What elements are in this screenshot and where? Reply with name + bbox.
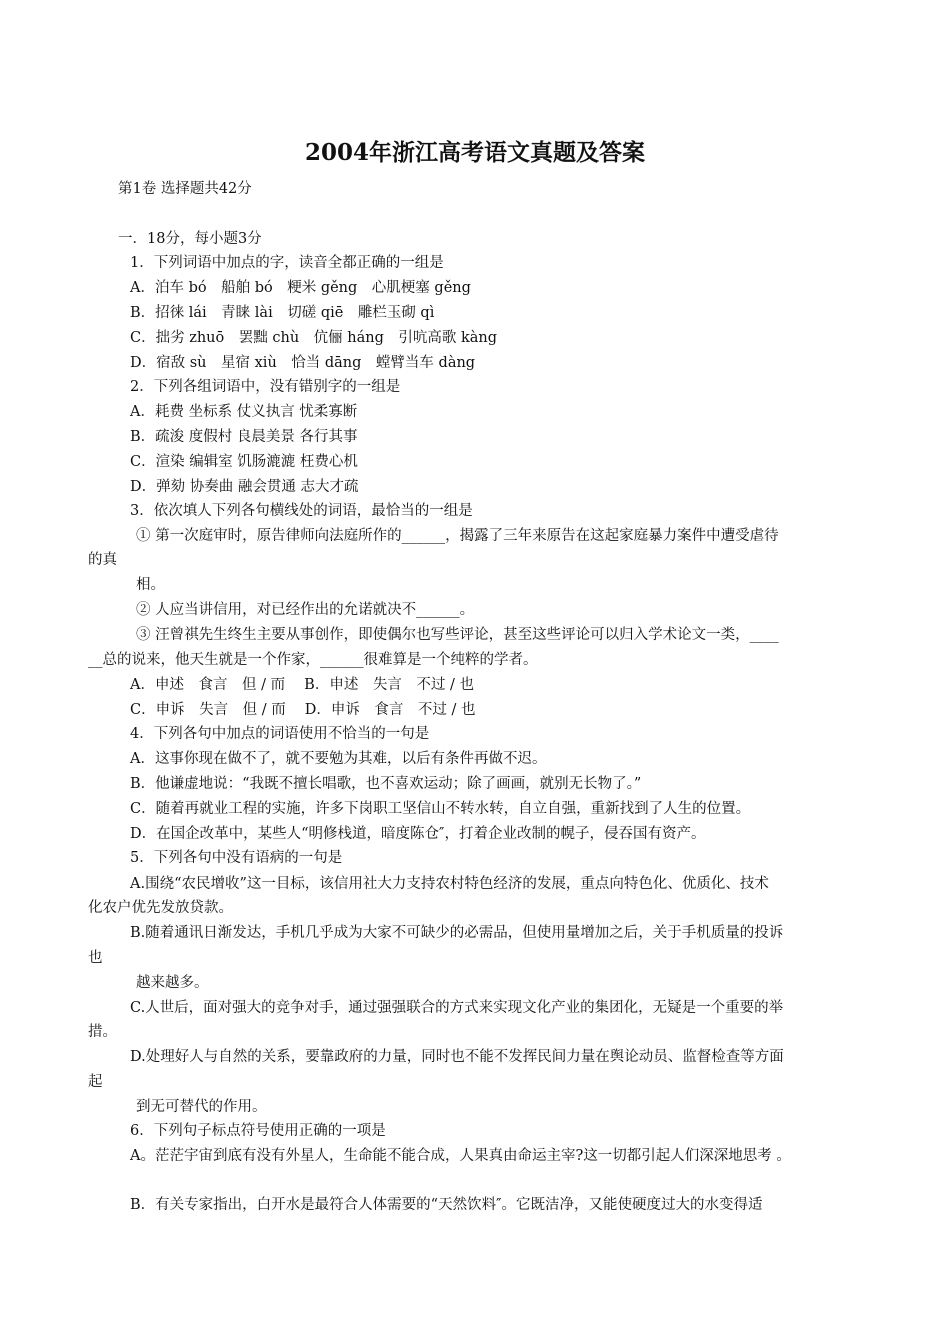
- question-3-sentence-3: ③ 汪曾祺先生终生主要从事创作，即使偶尔也写些评论，甚至这些评论可以归入学术论文一类，____: [136, 627, 779, 643]
- question-4-stem: 4．下列各句中加点的词语使用不恰当的一句是: [130, 726, 430, 742]
- question-3-sentence-1-cont: 的真: [88, 552, 117, 568]
- question-5-option-d: D.处理好人与自然的关系，要靠政府的力量，同时也不能不发挥民间力量在舆论动员、监督检查等方面: [130, 1049, 784, 1065]
- question-5-option-c: C.人世后，面对强大的竞争对手，通过强强联合的方式来实现文化产业的集团化，无疑是一个重要的举: [130, 1000, 784, 1016]
- question-5-option-a-cont: 化农户优先发放贷款。: [88, 900, 233, 916]
- question-1-option-b: B．招徕 lái 青睐 lài 切磋 qiē 雕栏玉砌 qì: [130, 305, 435, 321]
- question-5-option-b: B.随着通讯日渐发达，手机几乎成为大家不可缺少的必需品，但使用量增加之后，关于手机质量的投诉: [130, 925, 784, 941]
- exam-part-heading: 第1卷 选择题共42分: [118, 181, 252, 197]
- question-6-stem: 6．下列句子标点符号使用正确的一项是: [130, 1123, 386, 1139]
- question-1-stem: 1．下列词语中加点的字，读音全都正确的一组是: [130, 255, 444, 271]
- question-3-sentence-2: ② 人应当讲信用，对已经作出的允诺就决不______。: [136, 602, 475, 618]
- question-6-option-b: B．有关专家指出，白开水是最符合人体需要的“天然饮料″。它既洁净，又能使硬度过大的水变得适: [130, 1197, 763, 1213]
- page-title: 2004年浙江高考语文真题及答案: [304, 139, 645, 166]
- question-1-option-c: C．拙劣 zhuō 罢黜 chù 伉俪 háng 引吭高歌 kàng: [130, 330, 498, 346]
- question-3-sentence-1-end: 相。: [136, 577, 165, 593]
- question-3-sentence-1: ① 第一次庭审时，原告律师向法庭所作的______，揭露了三年来原告在这起家庭暴力案件中遭受虐待: [136, 528, 779, 544]
- question-5-option-b-cont: 也: [88, 950, 103, 966]
- question-5-option-c-cont: 措。: [88, 1024, 117, 1040]
- question-2-stem: 2．下列各组词语中，没有错别字的一组是: [130, 379, 401, 395]
- question-6-option-a: A。茫茫宇宙到底有没有外星人，生命能不能合成，人果真由命运主宰?这一切都引起人们深深地思考 。: [130, 1148, 791, 1164]
- question-1-option-d: D．宿敌 sù 星宿 xiù 恰当 dāng 螳臂当车 dàng: [130, 355, 476, 371]
- question-5-option-d-end: 到无可替代的作用。: [136, 1099, 267, 1115]
- question-2-option-b: B．疏浚 度假村 良晨美景 各行其事: [130, 429, 358, 445]
- section-heading: 一．18分，每小题3分: [118, 231, 262, 247]
- question-4-option-d: D．在国企改革中，某些人“明修栈道，暗度陈仓″，打着企业改制的幌子，侵吞国有资产。: [130, 826, 706, 842]
- question-2-option-c: C．渲染 编辑室 饥肠漉漉 枉费心机: [130, 454, 358, 470]
- question-2-option-a: A．耗费 坐标系 仗义执言 忧柔寡断: [130, 404, 358, 420]
- question-3-sentence-3-cont: __总的说来，他天生就是一个作家，______很难算是一个纯粹的学者。: [88, 652, 538, 668]
- question-4-option-a: A．这事你现在做不了，就不要勉为其难，以后有条件再做不迟。: [130, 751, 547, 767]
- question-3-options-ab: A．申述 食言 但 / 而 B．申述 失言 不过 / 也: [130, 677, 474, 693]
- question-5-option-a: A.围绕“农民增收”这一目标，该信用社大力支持农村特色经济的发展，重点向特色化、优质化、技术: [130, 876, 769, 892]
- question-5-option-b-end: 越来越多。: [136, 975, 209, 991]
- question-3-stem: 3．依次填人下列各句横线处的词语，最恰当的一组是: [130, 503, 473, 519]
- question-3-options-cd: C．申诉 失言 但 / 而 D．申诉 食言 不过 / 也: [130, 702, 476, 718]
- question-1-option-a: A．泊车 bó 船舶 bó 粳米 gěng 心肌梗塞 gěng: [130, 280, 471, 296]
- question-4-option-b: B．他谦虚地说：“我既不擅长唱歌，也不喜欢运动；除了画画，就别无长物了。”: [130, 776, 642, 792]
- question-5-stem: 5．下列各句中没有语病的一句是: [130, 850, 343, 866]
- question-5-option-d-cont: 起: [88, 1074, 103, 1090]
- question-4-option-c: C．随着再就业工程的实施，许多下岗职工坚信山不转水转，自立自强，重新找到了人生的位置。: [130, 801, 751, 817]
- question-2-option-d: D．弹劾 协奏曲 融会贯通 志大才疏: [130, 479, 359, 495]
